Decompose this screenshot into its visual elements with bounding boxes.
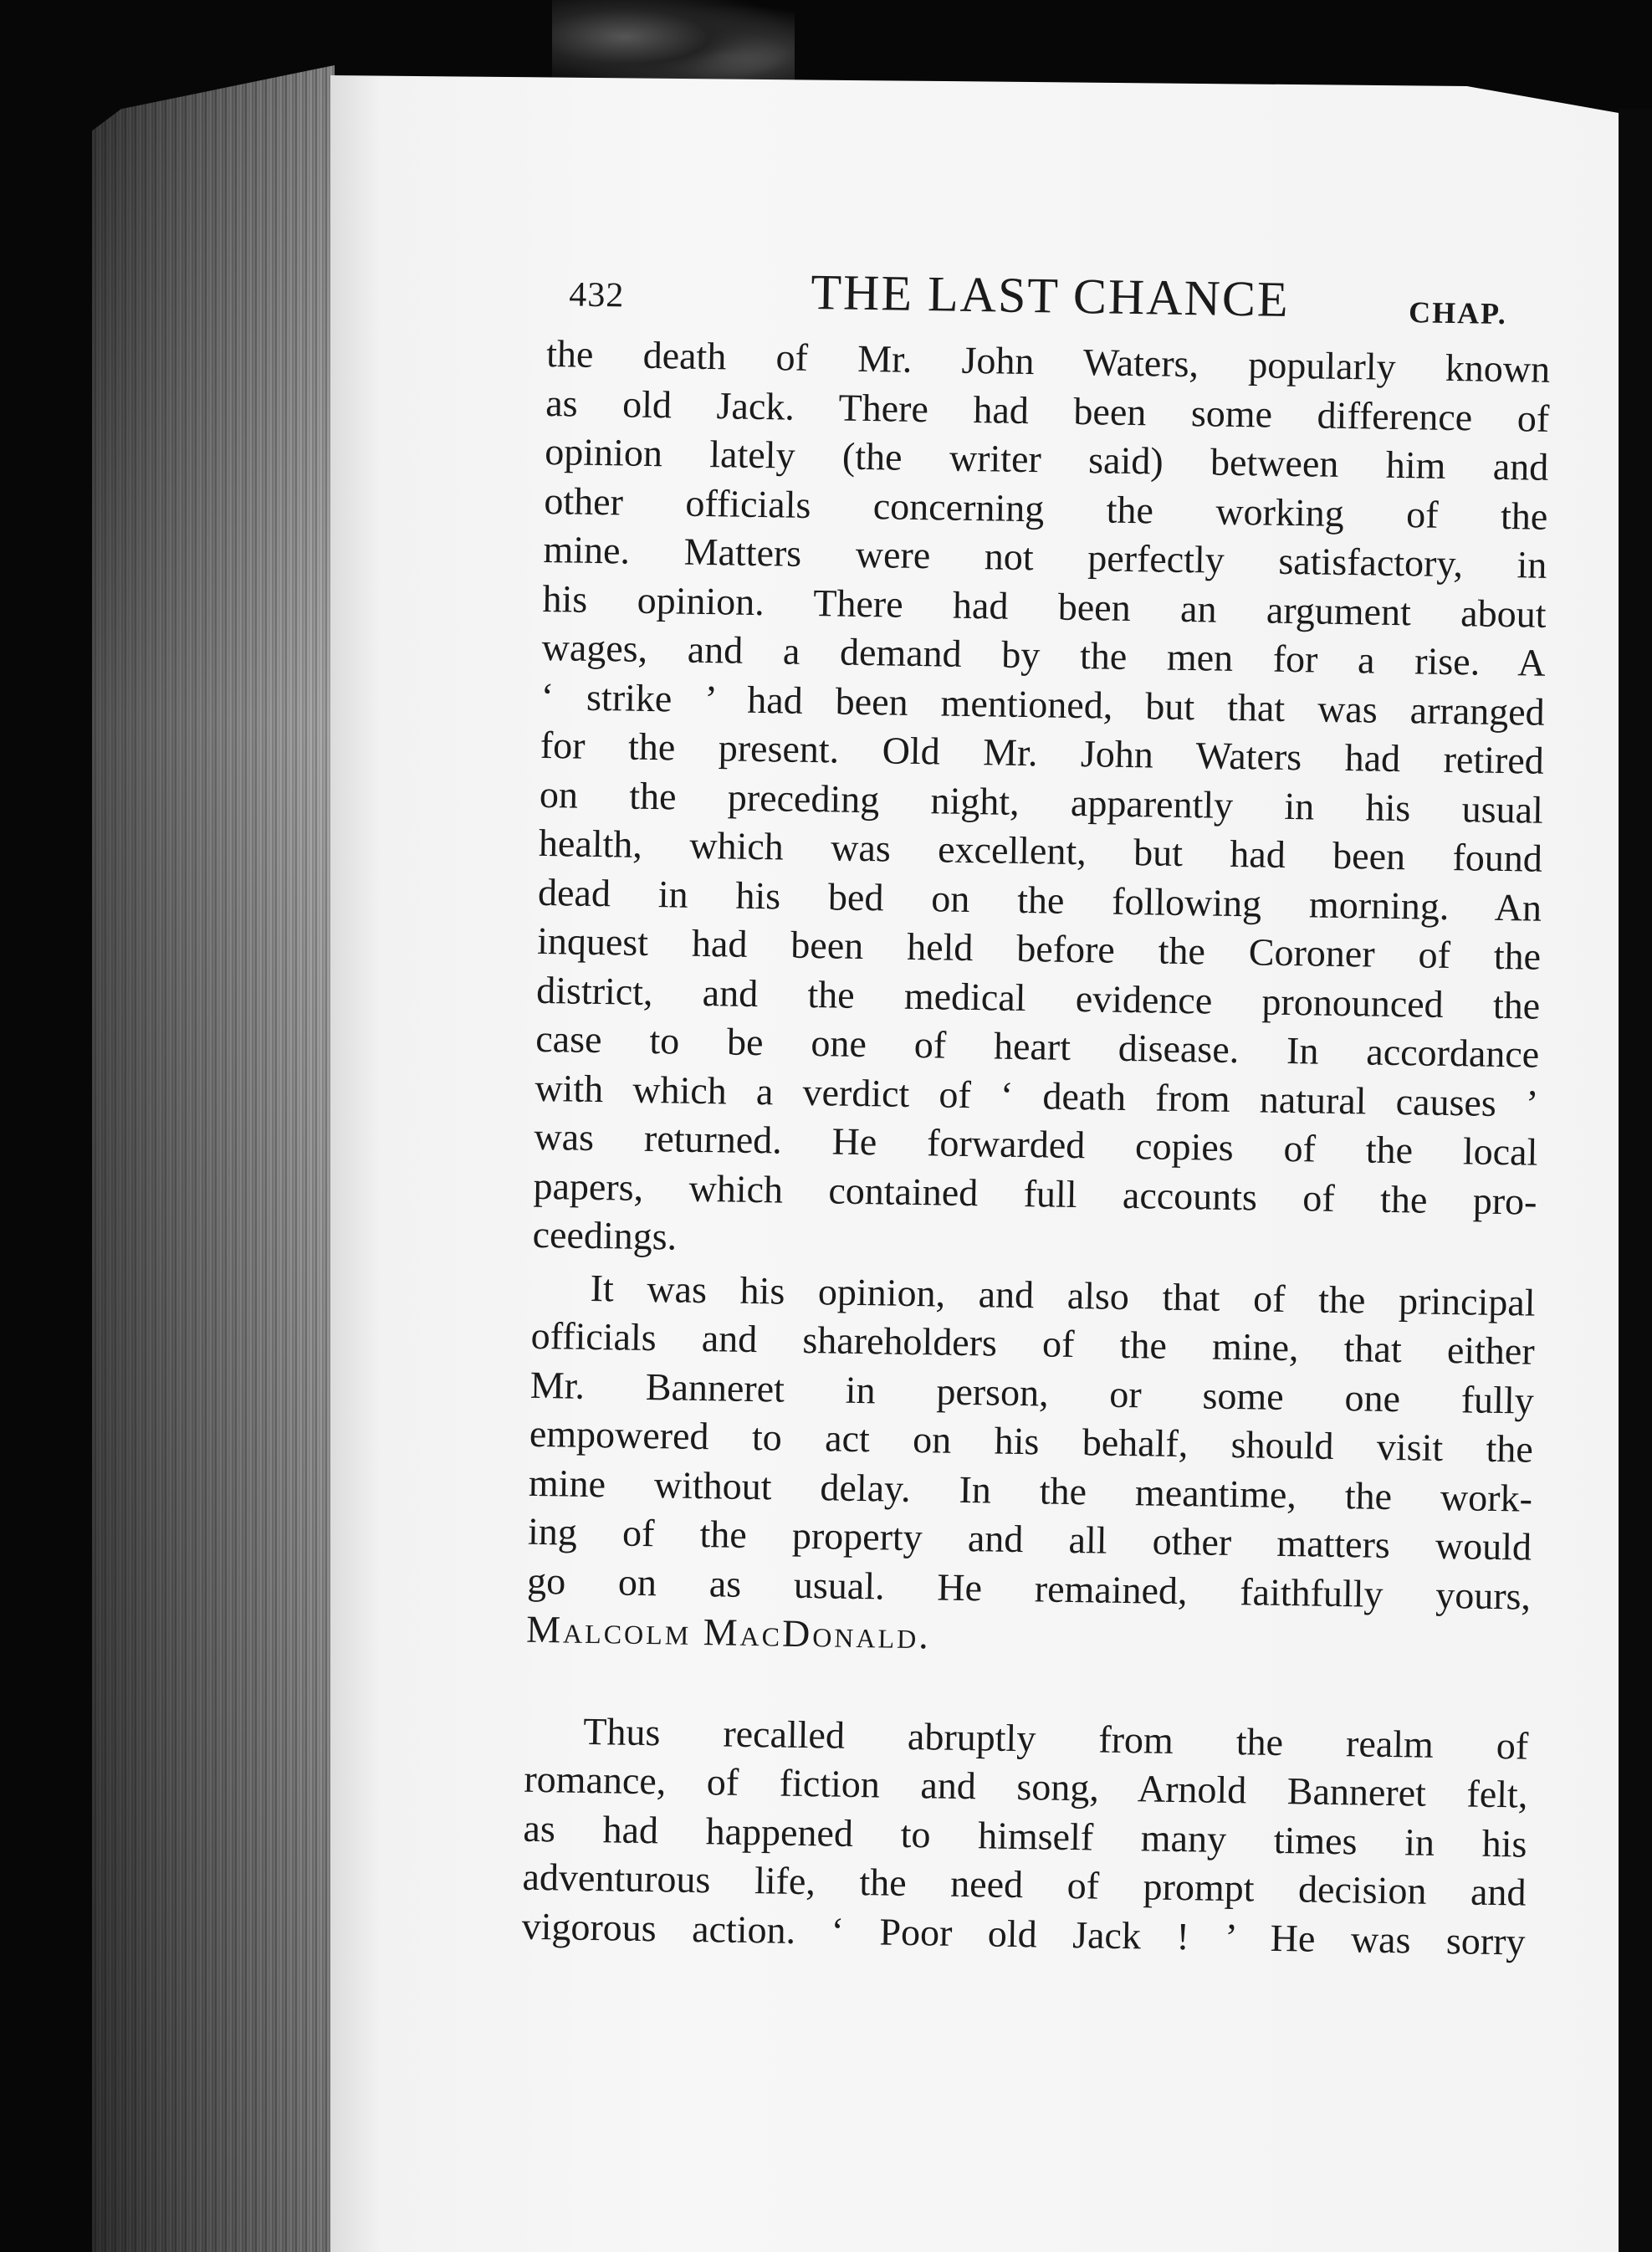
text-line: health, which was excellent, but had been found	[538, 821, 1543, 880]
running-title: THE LAST CHANCE	[810, 264, 1291, 327]
text-line: ing of the property and all other matters would	[527, 1509, 1532, 1569]
text-line: It was his opinion, and also that of the principal	[590, 1266, 1536, 1324]
text-line: the death of Mr. John Waters, popularly known	[545, 331, 1551, 391]
text-line: case to be one of heart disease. In accordance	[534, 1016, 1540, 1076]
text-line: Thus recalled abruptly from the realm of	[582, 1709, 1529, 1768]
text-line: go on as usual. He remained, faithfully yours,	[526, 1558, 1532, 1618]
text-line: as had happened to himself many times in his	[523, 1806, 1527, 1866]
text-line: Mr. Banneret in person, or some one fully	[529, 1363, 1535, 1422]
text-line: as old Jack. There had been some difference of	[545, 381, 1550, 440]
text-line: with which a verdict of ‘ death from natural causes ’	[534, 1066, 1539, 1125]
paragraph-3	[521, 1706, 1528, 1966]
text-line: wages, and a demand by the men for a rise. A	[541, 625, 1546, 684]
text-line: adventurous life, the need of prompt decision and	[522, 1855, 1527, 1914]
page-content	[521, 259, 1552, 1967]
text-line: other officials concerning the working of the	[544, 479, 1548, 538]
text-line: his opinion. There had been an argument about	[542, 576, 1547, 636]
text-line: empowered to act on his behalf, should visit the	[529, 1411, 1534, 1471]
letter-signature: Malcolm MacDonald.	[525, 1607, 932, 1657]
text-line: opinion lately (the writer said) between him and	[544, 429, 1549, 489]
chapter-label: CHAP.	[1408, 295, 1508, 331]
page-edges	[92, 65, 335, 2252]
text-line: romance, of fiction and song, Arnold Banneret felt,	[524, 1757, 1528, 1816]
text-line: vigorous action. ‘ Poor old Jack ! ’ He was sorry	[521, 1904, 1526, 1963]
text-line: inquest had been held before the Coroner of the	[536, 919, 1542, 978]
paragraph-2	[526, 1262, 1536, 1670]
text-line: officials and shareholders of the mine, that either	[530, 1313, 1536, 1373]
text-line: was returned. He forwarded copies of the local	[534, 1114, 1538, 1174]
text-line: on the preceding night, apparently in his usual	[539, 772, 1544, 832]
text-line: papers, which contained full accounts of the pro-	[533, 1164, 1537, 1223]
text-line: for the present. Old Mr. John Waters had retired	[540, 723, 1545, 782]
text-line: ‘ strike ’ had been mentioned, but that was arranged	[540, 674, 1546, 734]
right-border	[1619, 109, 1652, 2252]
text-line: ceedings.	[532, 1212, 678, 1258]
paragraph-1	[532, 330, 1550, 1275]
text-line: district, and the medical evidence pronounced the	[535, 968, 1541, 1027]
text-line: mine. Matters were not perfectly satisfactory, in	[543, 527, 1547, 586]
text-line: mine without delay. In the meantime, the work-	[528, 1461, 1533, 1520]
text-line: dead in his bed on the following morning. An	[537, 870, 1542, 929]
page-number: 432	[568, 275, 625, 315]
